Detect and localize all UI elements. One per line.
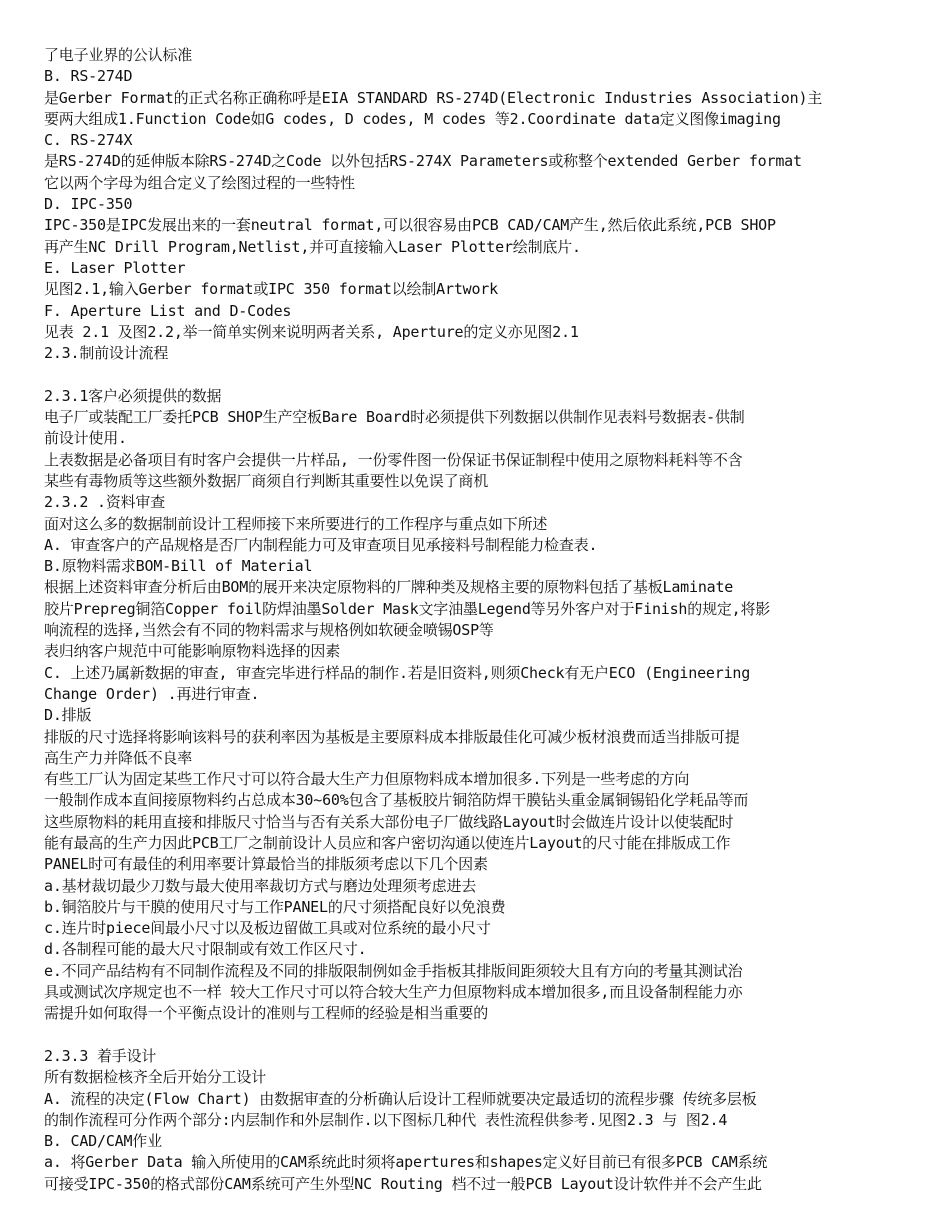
text-line: b.铜箔胶片与干膜的使用尺寸与工作PANEL的尺寸须搭配良好以免浪费	[44, 897, 506, 916]
text-line: 根据上述资料审查分析后由BOM的展开来决定原物料的厂牌种类及规格主要的原物料包括了基板Laminate	[44, 578, 734, 597]
text-line: D. IPC-350	[44, 195, 133, 214]
text-line: 胶片Prepreg铜箔Copper foil防焊油墨Solder Mask文字油墨Legend等另外客户对于Finish的规定,将影	[44, 599, 771, 618]
text-line: 2.3.1客户必须提供的数据	[44, 386, 222, 405]
text-line: 2.3.3 着手设计	[44, 1046, 157, 1065]
text-line: 的制作流程可分作两个部分:内层制作和外层制作.以下图标几种代 表性流程供参考.见图2.3 与 图2.4	[44, 1110, 728, 1129]
text-line: 所有数据检核齐全后开始分工设计	[44, 1068, 267, 1087]
text-line: 2.3.制前设计流程	[44, 344, 169, 363]
text-line: 见图2.1,输入Gerber format或IPC 350 format以绘制Artwork	[44, 280, 498, 299]
text-line: 能有最高的生产力因此PCB工厂之制前设计人员应和客户密切沟通以使连片Layout的尺寸能在排版成工作	[44, 833, 731, 852]
text-line: PANEL时可有最佳的利用率要计算最恰当的排版须考虑以下几个因素	[44, 855, 488, 874]
text-line: A. 流程的决定(Flow Chart) 由数据审查的分析确认后设计工程师就要决定最适切的流程步骤 传统多层板	[44, 1089, 757, 1108]
text-line: 具或测试次序规定也不一样 较大工作尺寸可以符合较大生产力但原物料成本增加很多,而且设备制程能力亦	[44, 983, 743, 1002]
text-line: 一般制作成本直间接原物料约占总成本30~60%包含了基板胶片铜箔防焊干膜钻头重金属铜锡铅化学耗品等而	[44, 791, 749, 810]
text-line: 高生产力并降低不良率	[44, 748, 193, 767]
text-line: 要两大组成1.Function Code如G codes, D codes, M codes 等2.Coordinate data定义图像imaging	[44, 109, 781, 128]
text-line: B. CAD/CAM作业	[44, 1132, 162, 1151]
text-line: c.连片时piece间最小尺寸以及板边留做工具或对位系统的最小尺寸	[44, 919, 491, 938]
text-line: 前设计使用.	[44, 429, 127, 448]
text-line: 这些原物料的耗用直接和排版尺寸恰当与否有关系大部份电子厂做线路Layout时会做连片设计以使装配时	[44, 812, 734, 831]
text-line: 是Gerber Format的正式名称正确称呼是EIA STANDARD RS-274D(Electronic Industries Association)主	[44, 88, 823, 107]
text-line: D.排版	[44, 706, 92, 725]
text-line: 电子厂或装配工厂委托PCB SHOP生产空板Bare Board时必须提供下列数据以供制作见表料号数据表-供制	[44, 408, 745, 427]
text-line: 表归纳客户规范中可能影响原物料选择的因素	[44, 642, 341, 661]
blank-line	[44, 1025, 932, 1046]
text-line: 它以两个字母为组合定义了绘图过程的一些特性	[44, 173, 355, 192]
text-line: 见表 2.1 及图2.2,举一简单实例来说明两者关系, Aperture的定义亦见图2.1	[44, 322, 579, 341]
text-line: 了电子业界的公认标准	[44, 46, 193, 64]
text-line: d.各制程可能的最大尺寸限制或有效工作区尺寸.	[44, 940, 367, 959]
text-line: 上表数据是必备项目有时客户会提供一片样品, 一份零件图一份保证书保证制程中使用之原物料耗料等不含	[44, 450, 743, 469]
text-line: a. 将Gerber Data 输入所使用的CAM系统此时须将apertures和shapes定义好目前已有很多PCB CAM系统	[44, 1153, 768, 1172]
text-line: 有些工厂认为固定某些工作尺寸可以符合最大生产力但原物料成本增加很多.下列是一些考虑的方向	[44, 770, 690, 789]
text-line: a.基材裁切最少刀数与最大使用率裁切方式与磨边处理须考虑进去	[44, 876, 477, 895]
text-line: 是RS-274D的延伸版本除RS-274D之Code 以外包括RS-274X Parameters或称整个extended Gerber format	[44, 152, 802, 171]
text-line: e.不同产品结构有不同制作流程及不同的排版限制例如金手指板其排版间距须较大且有方向的考量其测试治	[44, 961, 743, 980]
text-line: C. 上述乃属新数据的审查, 审查完毕进行样品的制作.若是旧资料,则须Check有无户ECO (Engineering	[44, 663, 751, 682]
text-line: IPC-350是IPC发展出来的一套neutral format,可以很容易由PCB CAD/CAM产生,然后依此系统,PCB SHOP	[44, 216, 776, 235]
text-line: 排版的尺寸选择将影响该料号的获利率因为基板是主要原料成本排版最佳化可减少板材浪费而适当排版可提	[44, 727, 740, 746]
text-line: 2.3.2 .资料审查	[44, 493, 166, 512]
text-line: A. 审查客户的产品规格是否厂内制程能力可及审查项目见承接料号制程能力检查表.	[44, 535, 598, 554]
text-line: C. RS-274X	[44, 131, 133, 150]
blank-line	[44, 364, 932, 385]
text-line: B. RS-274D	[44, 67, 133, 86]
text-line: B.原物料需求BOM-Bill of Material	[44, 557, 313, 576]
text-line: Change Order) .再进行审查.	[44, 684, 260, 703]
text-line: 某些有毒物质等这些额外数据厂商须自行判断其重要性以免误了商机	[44, 471, 489, 490]
text-line: 面对这么多的数据制前设计工程师接下来所要进行的工作程序与重点如下所述	[44, 514, 548, 533]
text-line: 响流程的选择,当然会有不同的物料需求与规格例如软硬金喷锡OSP等	[44, 621, 494, 640]
text-line: 可接受IPC-350的格式部份CAM系统可产生外型NC Routing 档不过一般PCB Layout设计软件并不会产生此	[44, 1174, 762, 1193]
text-line: 再产生NC Drill Program,Netlist,并可直接输入Laser Plotter绘制底片.	[44, 237, 581, 256]
text-line: E. Laser Plotter	[44, 258, 186, 277]
text-line: F. Aperture List and D-Codes	[44, 301, 292, 320]
text-line: 需提升如何取得一个平衡点设计的准则与工程师的经验是相当重要的	[44, 1004, 489, 1023]
